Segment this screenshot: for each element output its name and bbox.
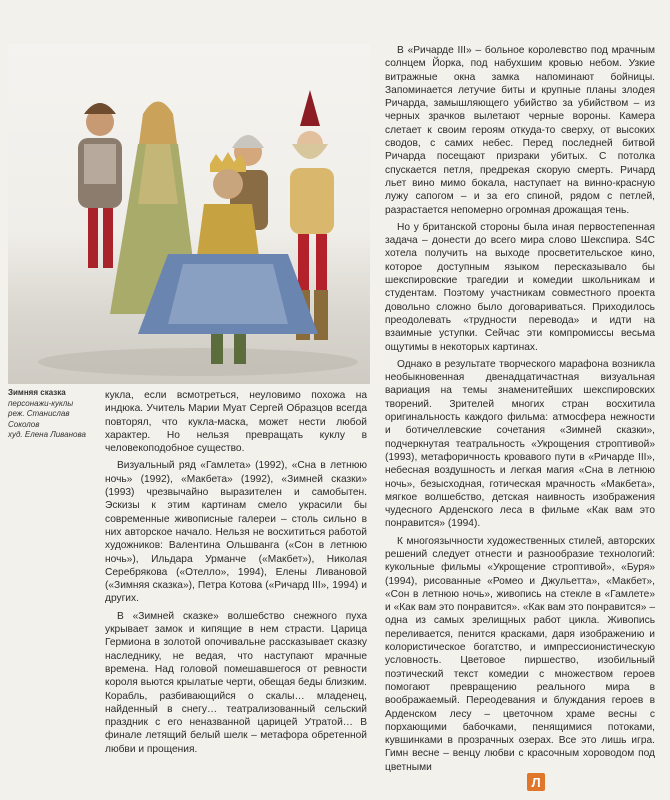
caption-line: персонажи-куклы	[8, 398, 74, 408]
puppets-photo	[8, 44, 370, 384]
caption-line: Соколов	[8, 419, 40, 429]
paragraph: Но у британской стороны была иная первостепенная задача – донести до всего мира слово Шекспира. S4C хотела получить на выходе просветительское кино, которое доступным языком пересказывало бы шекспировские трагедии и комедии школьникам и студентам. Поэтому участникам совместного проекта довольно сложно было договариваться. Приходилось преодолевать «трудности перевода» и идти на взаимные уступки. Сейчас эти компромиссы весьма ощутимы в некоторых картинах.	[385, 221, 655, 353]
caption-title: Зимняя сказка	[8, 388, 66, 397]
labirint-logo-icon: Л	[527, 773, 545, 791]
paragraph: В «Зимней сказке» волшебство снежного пуха укрывает замок и кипящие в нем страсти. Царица Гермиона в золотой опочивальне рассказывает сказку наследнику, не ведая, что наступают мрачные времена. Над головой помешавшегося от ревности короля вьются крылатые черти, обещая беды близким. Корабль, разбивающийся о скалы… младенец, найденный в снегу… театрализованный сельский праздник с его неназванной царицей Утратой… В финале летящий белый шелк – метафора обретенной любви и прощения.	[105, 610, 367, 755]
paragraph: Визуальный ряд «Гамлета» (1992), «Сна в летнюю ночь» (1992), «Макбета» (1992), «Зимней сказки» (1993) чрезвычайно выразителен и самобытен. Эскизы к этим картинам смело украсили бы современные живописные галереи – столь сильно в них авторское начало. Нельзя не восхититься работой художников: Валентина Ольшванга («Сон в летнюю ночь»), Ильдара Урманче («Макбет»), Николая Серебрякова («Отелло», 1994), Елены Ливановой («Зимняя сказка»), Петра Котова («Ричард III», 1994) и других.	[105, 460, 367, 605]
paragraph: Однако в результате творческого марафона возникла необыкновенная двенадцатичастная визуальная вариация на темы знаменитейших шекспировских творений. Зрителей многих стран восхитила оригинальность каждого фильма: атмосфера нежности и ботичеллевские сочетания «Зимней сказки», подчеркнутая театральность «Укрощения строптивой» (1993), метафоричность кровавого пути в «Ричарде III», небесная воздушность и легкая магия «Сна в летнюю ночь», безысходная, готическая мрачность «Макбета», мягкое волшебство, детская наивность изображения чудесного Арденского леса в фильме «Как вам это понравится» (1994).	[385, 358, 655, 530]
right-text-column	[385, 44, 655, 778]
caption-line: реж. Станислав	[8, 409, 70, 418]
paragraph: кукла, если всмотреться, неуловимо похожа на индюка. Учитель Марии Муат Сергей Образцов всегда повторял, что кукла-маска, может нести любой характер. Но нельзя превращать куклу в человекоподобное существо.	[105, 390, 367, 455]
paragraph: К многоязычности художественных стилей, авторских решений следует отнести и разнообразие технологий: кукольные фильмы «Укрощение строптивой», «Буря» (1994), рисованные «Ромео и Джульетта», «Макбет», «Сон в летнюю ночь», живопись на стекле в «Гамлете» и «Как вам это понравится». «Как вам это понравится» – одна из самых зрелищных работ цикла. Живопись переливается, пенится красками, даря изображению и колористическое богатство, и импрессионистическую условность. Цветовое пиршество, изобильный поэтический текст комедии с множеством героев помогают превращению реального мира в воображаемый. Переодевания и блуждания героев в Арденском лесу – цветочном храме весны с порхающими бабочками, пенящимися потоками, кувшинками в прозрачных озерах. Все это лишь игра. Гимн весне – венцу любви с красочным хороводом под цветными	[385, 535, 655, 773]
paragraph: В «Ричарде III» – больное королевство под мрачным солнцем Йорка, под набухшим кровью небом. Узкие витражные окна замка напоминают бойницы. Запоминается летучие биты и крупные планы злодея Ричарда, замышляющего убийство за убийством – из черных зрачков вылетают черные вороны. Камера слетает к своим героям откуда-то сверху, от высоких сводов, с самих небес. Перед последней битвой Ричарда посещают призраки убитых. С потолка спускается петля, предрекая скорую смерть. Ричард льет вино мимо бокала, наступает на винно-красную лужу сапогом – и за его спиной, рядом с петлей, разрастается непомерно огромная дрожащая тень.	[385, 45, 655, 216]
caption-line: худ. Елена Ливанова	[8, 430, 86, 439]
left-text-column	[105, 389, 367, 760]
puppet-figure	[78, 103, 122, 268]
photo-caption	[8, 388, 98, 441]
